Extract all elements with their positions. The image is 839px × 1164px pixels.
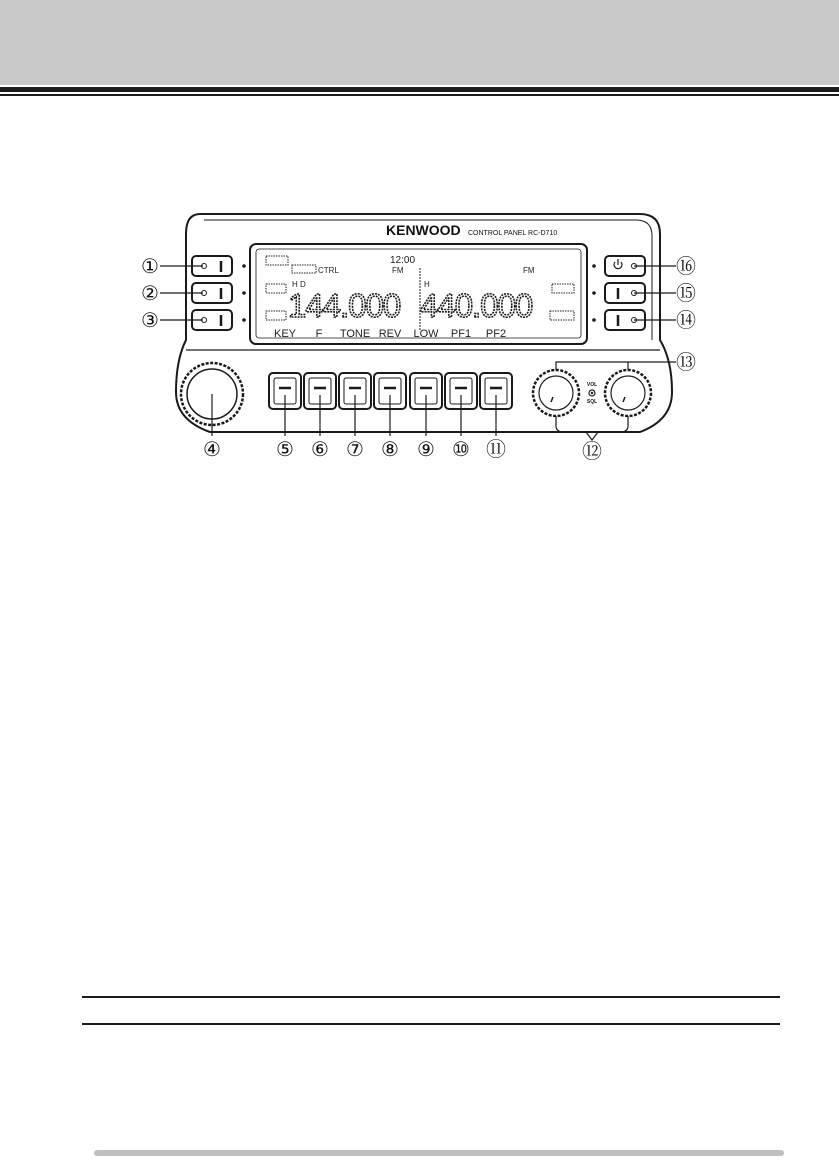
sql-label: SQL [586, 399, 598, 405]
callout-14: ⑭ [676, 310, 696, 332]
lcd-right-frequency: 440.000 [420, 287, 533, 324]
callout-2: ② [141, 283, 159, 305]
lcd-right-band-tag: H [424, 280, 430, 289]
lcd-left-frequency: 144.000 [288, 287, 401, 324]
lcd-right-mode: FM [523, 266, 535, 275]
callout-5: ⑤ [276, 439, 294, 461]
brand-logo: KENWOOD [386, 222, 461, 238]
softkey-label: REV [378, 328, 402, 340]
callout-12: ⑫ [582, 441, 602, 463]
section-rule-top [82, 996, 780, 998]
footer-bar [94, 1150, 784, 1156]
callout-11: ⑪ [486, 439, 506, 461]
softkey-label: PF1 [450, 328, 472, 340]
softkey-label: PF2 [485, 328, 507, 340]
lcd-ctrl: CTRL [318, 266, 339, 275]
model-label: CONTROL PANEL RC-D710 [468, 230, 558, 237]
callout-1: ① [141, 256, 159, 278]
callout-9: ⑨ [417, 439, 435, 461]
panel-dot [592, 318, 596, 322]
callout-3: ③ [141, 310, 159, 332]
softkey-label: TONE [339, 328, 371, 340]
callout-4: ④ [203, 439, 221, 461]
callout-10: ⑩ [452, 439, 470, 461]
right-vol-knob[interactable] [605, 370, 651, 416]
left-vol-knob[interactable] [533, 370, 579, 416]
callout-16: ⑯ [676, 256, 696, 278]
callout-8: ⑧ [381, 439, 399, 461]
callout-7: ⑦ [346, 439, 364, 461]
callout-6: ⑥ [311, 439, 329, 461]
panel-dot [242, 291, 246, 295]
lcd-left-mode: FM [392, 266, 404, 275]
softkey-label: LOW [413, 328, 439, 340]
lcd-left-band-tag: H D [292, 280, 306, 289]
panel-dot [242, 264, 246, 268]
vol-label: VOL [586, 382, 598, 388]
callout-13: ⑬ [676, 352, 696, 374]
panel-dot [592, 291, 596, 295]
callout-15: ⑮ [676, 283, 696, 305]
section-rule-bottom [82, 1023, 780, 1025]
softkey-label: KEY [273, 328, 297, 340]
lcd-clock: 12:00 [390, 255, 416, 266]
panel-dot [592, 264, 596, 268]
vol-sql-indicator-dot [591, 392, 593, 394]
panel-dot [242, 318, 246, 322]
softkey-label: F [315, 328, 323, 340]
